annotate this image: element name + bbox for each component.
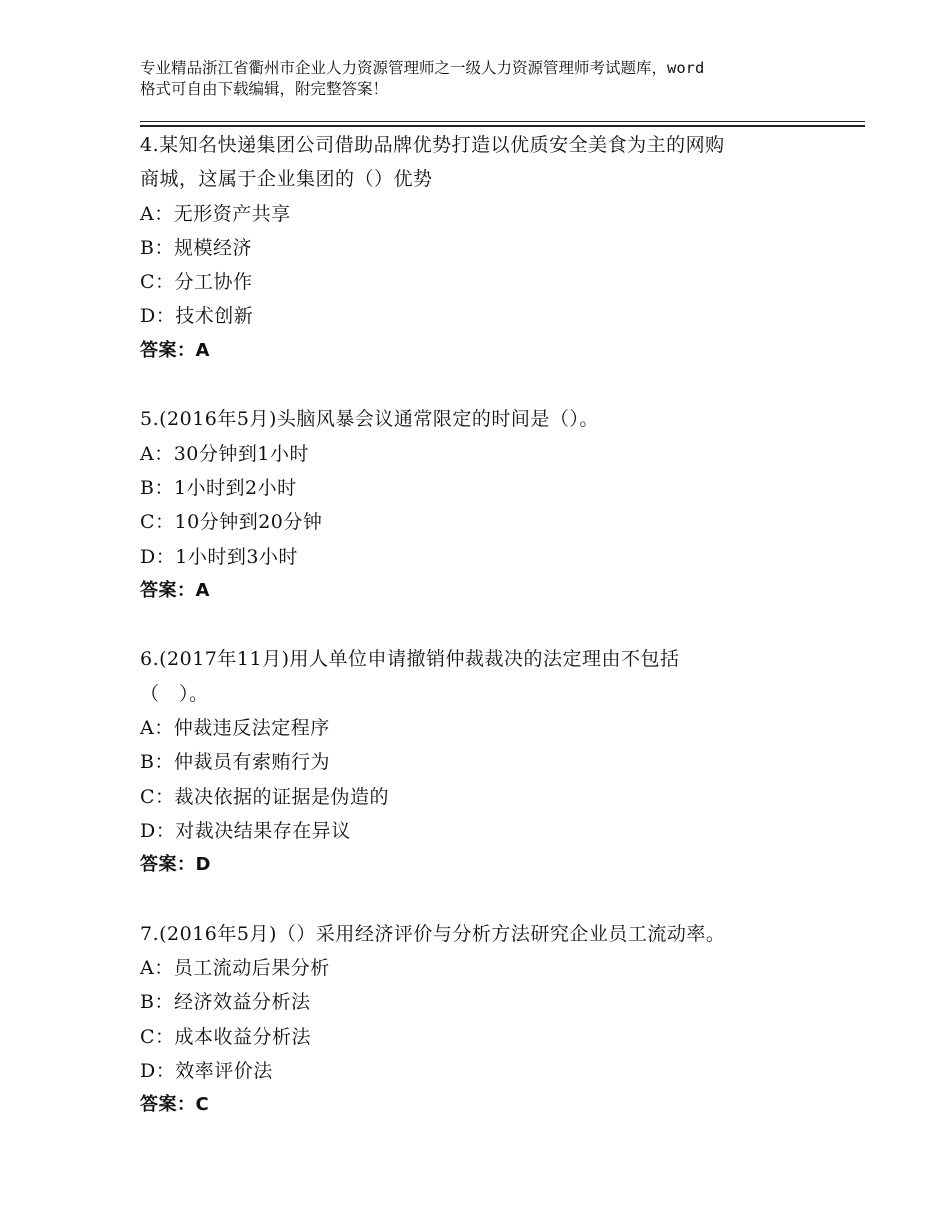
option-d: D：对裁决结果存在异议 xyxy=(140,819,351,842)
option-c: C：分工协作 xyxy=(140,271,253,294)
question-stem-line: （ ）。 xyxy=(140,682,209,705)
question-stem-line: 6.(2017年11月)用人单位申请撤销仲裁裁决的法定理由不包括 xyxy=(140,648,680,671)
option-b: B：规模经济 xyxy=(140,236,252,259)
option-a: A：无形资产共享 xyxy=(140,202,291,225)
question-stem-line: 7.(2016年5月)（）采用经济评价与分析方法研究企业员工流动率。 xyxy=(140,922,726,945)
answer-label: 答案：A xyxy=(140,579,210,601)
answer-label: 答案：C xyxy=(140,1094,210,1116)
header-divider-thick xyxy=(140,125,865,127)
question-spacer xyxy=(140,608,840,642)
question-stem-line: 5.(2016年5月)头脑风暴会议通常限定的时间是（）。 xyxy=(140,408,599,431)
answer-label: 答案：A xyxy=(140,339,210,361)
option-c: C：成本收益分析法 xyxy=(140,1025,312,1048)
option-a: A：30分钟到1小时 xyxy=(140,442,309,465)
question-stem-line: 商城，这属于企业集团的（）优势 xyxy=(140,168,433,191)
option-c: C：裁决依据的证据是伪造的 xyxy=(140,785,390,808)
question-5 xyxy=(140,402,840,608)
question-spacer xyxy=(140,883,840,917)
option-a: A：仲裁违反法定程序 xyxy=(140,717,330,740)
option-b: B：1小时到2小时 xyxy=(140,476,297,499)
header-line-2: 格式可自由下载编辑，附完整答案！ xyxy=(140,80,389,98)
header-divider-thin xyxy=(140,121,865,122)
option-b: B：仲裁员有索贿行为 xyxy=(140,751,330,774)
question-stem-line: 4.某知名快递集团公司借助品牌优势打造以优质安全美食为主的网购 xyxy=(140,134,725,156)
option-d: D：1小时到3小时 xyxy=(140,545,298,568)
question-7 xyxy=(140,917,840,1123)
document-header xyxy=(140,58,840,100)
option-d: D：效率评价法 xyxy=(140,1060,273,1083)
option-d: D：技术创新 xyxy=(140,305,254,328)
option-c: C：10分钟到20分钟 xyxy=(140,511,323,534)
option-a: A：员工流动后果分析 xyxy=(140,957,330,980)
answer-label: 答案：D xyxy=(140,854,211,876)
question-spacer xyxy=(140,368,840,402)
question-6 xyxy=(140,642,840,882)
question-4 xyxy=(140,128,840,368)
question-list xyxy=(140,128,840,1123)
header-line-1: 专业精品浙江省衢州市企业人力资源管理师之一级人力资源管理师考试题库，word xyxy=(140,59,705,77)
option-b: B：经济效益分析法 xyxy=(140,991,311,1014)
